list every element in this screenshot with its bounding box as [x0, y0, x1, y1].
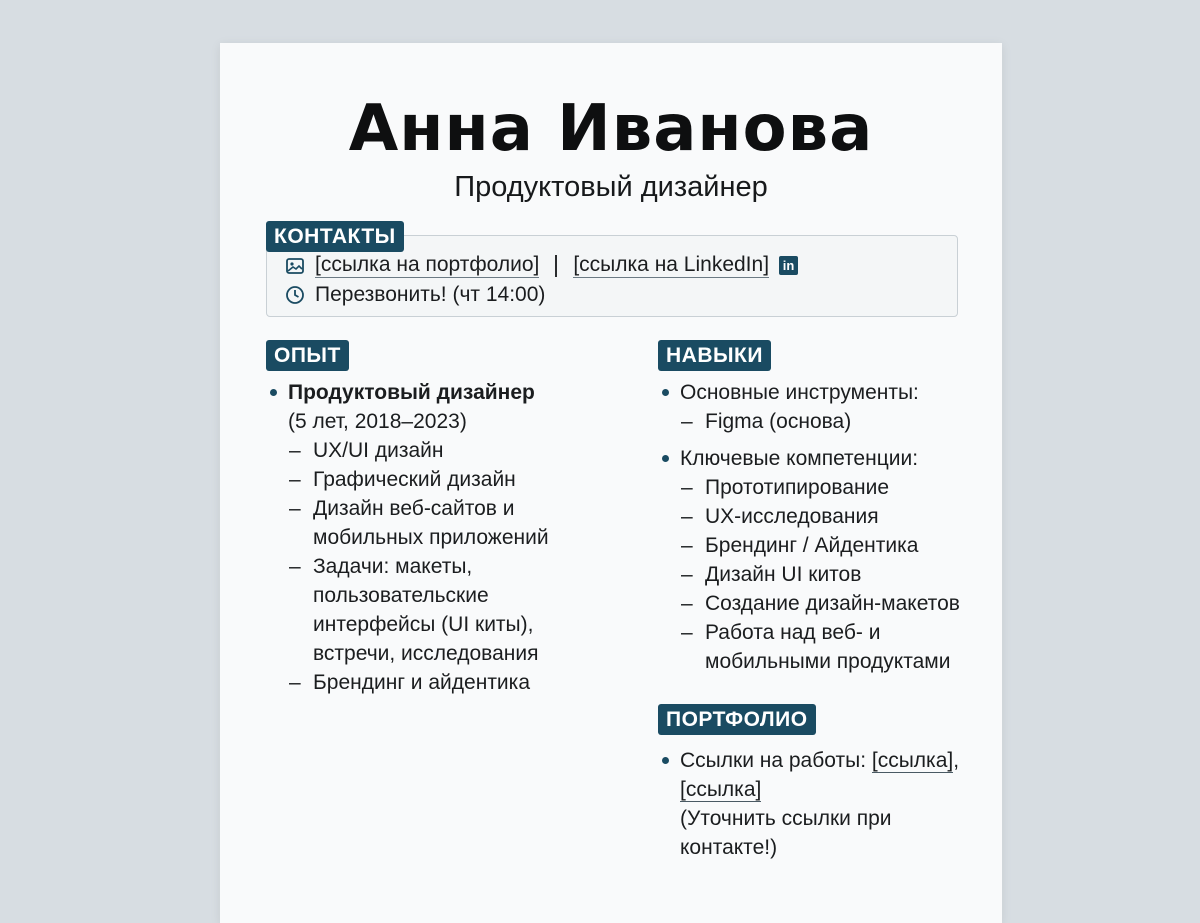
image-icon	[285, 256, 305, 276]
portfolio-heading: ПОРТФОЛИО	[658, 704, 816, 735]
candidate-role: Продуктовый дизайнер	[454, 171, 768, 203]
contacts-links-row	[285, 253, 798, 278]
experience-entry	[266, 378, 626, 436]
portfolio-note: (Уточнить ссылки при	[680, 807, 892, 830]
link-separator	[555, 255, 557, 277]
list-item: – Задачи: макеты, пользовательские интерфейсы (UI киты), встречи, исследования	[289, 555, 539, 665]
candidate-name: Анна Иванова	[348, 92, 874, 166]
list-item: – Дизайн веб-сайтов и мобильных приложений	[289, 497, 549, 549]
list-item: – Figma (основа)	[681, 410, 852, 433]
resume-page	[220, 43, 1002, 923]
clock-icon	[285, 285, 305, 305]
portfolio-section	[658, 746, 988, 862]
job-title: Продуктовый дизайнер	[288, 381, 535, 404]
list-item: – Работа над веб- и мобильными продуктами	[681, 621, 951, 673]
portfolio-link[interactable]: [ссылка на портфолио]	[315, 253, 540, 276]
callback-text: Перезвонить! (чт 14:00)	[315, 283, 546, 306]
portfolio-work-link-2[interactable]: [ссылка]	[680, 778, 762, 801]
experience-heading: ОПЫТ	[266, 340, 349, 371]
list-item: – Брендинг и айдентика	[289, 671, 530, 694]
competencies-label: Ключевые компетенции:	[658, 444, 978, 473]
list-item: – Графический дизайн	[289, 468, 516, 491]
contacts-heading: КОНТАКТЫ	[266, 221, 404, 252]
list-item: – Брендинг / Айдентика	[681, 534, 919, 557]
list-item: – Создание дизайн-макетов	[681, 592, 960, 615]
portfolio-links: Ссылки на работы: [ссылка], [ссылка] (Уточнить ссылки при контакте!)	[658, 746, 988, 862]
job-period: (5 лет, 2018–2023)	[288, 410, 467, 433]
experience-section	[266, 378, 626, 697]
portfolio-note: контакте!)	[680, 836, 778, 859]
skills-heading: НАВЫКИ	[658, 340, 771, 371]
list-item: – UX/UI дизайн	[289, 439, 444, 462]
portfolio-work-link-1[interactable]: [ссылка]	[871, 749, 954, 772]
tools-label: Основные инструменты:	[658, 378, 978, 407]
linkedin-icon[interactable]: in	[779, 256, 798, 275]
linkedin-link[interactable]: [ссылка на LinkedIn]	[573, 253, 770, 276]
contacts-callback-row	[285, 281, 545, 309]
list-item: – UX-исследования	[681, 505, 879, 528]
list-item: – Прототипирование	[681, 476, 890, 499]
skills-section	[658, 378, 978, 676]
list-item: – Дизайн UI китов	[681, 563, 862, 586]
